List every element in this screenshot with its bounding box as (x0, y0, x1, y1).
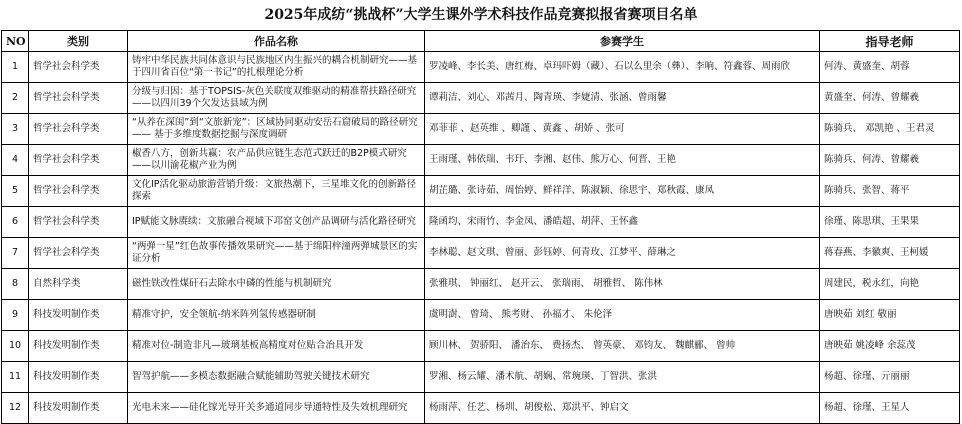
cell-project[interactable]: 磁性铁改性煤矸石去除水中磷的性能与机制研究 (128, 269, 425, 300)
cell-no[interactable]: 10 (2, 331, 29, 362)
cell-no[interactable]: 7 (2, 238, 29, 269)
column-header-category: 类别 (29, 31, 128, 52)
table-row (2, 393, 960, 424)
cell-category[interactable]: 科技发明制作类 (29, 331, 128, 362)
cell-project[interactable]: 精准对位-制造非凡—玻璃基板高精度对位贴合治具开发 (128, 331, 425, 362)
cell-advisors[interactable]: 黄盛奎、何涛、曾耀羲 (820, 83, 960, 114)
cell-students[interactable]: 顾川林、 贺骄阳、 潘治东、 费扬杰、 曾英豪、 邓钧友、 魏麒郦、 曾帅 (425, 331, 820, 362)
cell-category[interactable]: 自然科学类 (29, 269, 128, 300)
cell-project[interactable]: “从养在深闺”到“文旅新宠”：区域协同驱动安岳石窟破局的路径研究 —— 基于多维度数据挖掘与深度调研 (128, 114, 425, 145)
cell-advisors[interactable]: 陈骑兵、 邓凯艳 、王君灵 (820, 114, 960, 145)
column-header-no: NO (2, 31, 29, 52)
cell-category[interactable]: 哲学社会科学类 (29, 238, 128, 269)
cell-students[interactable]: 王雨瑾、韩依瑞、韦玗、李湘、赵伟、熊万心、何晋、王艳 (425, 145, 820, 176)
cell-advisors[interactable]: 唐映茹 姚凌峰 余蕊茂 (820, 331, 960, 362)
page-title: 2025年成纺“挑战杯”大学生课外学术科技作品竞赛拟报省赛项目名单 (264, 7, 698, 23)
cell-category[interactable]: 科技发明制作类 (29, 300, 128, 331)
cell-project[interactable]: 光电未来——硅化镓光导开关多通道同步导通特性及失效机理研究 (128, 393, 425, 424)
column-header-students: 参赛学生 (425, 31, 820, 52)
cell-category[interactable]: 哲学社会科学类 (29, 83, 128, 114)
cell-students[interactable]: 罗湘、杨云耀、潘术航、胡娴、常琬瑛、丁智洪、张洪 (425, 362, 820, 393)
table-row (2, 114, 960, 145)
cell-project[interactable]: 椒香八方，创新共赢：农产品供应链生态范式跃迁的B2P模式研究——以川渝花椒产业为例 (128, 145, 425, 176)
cell-students[interactable]: 谭莉洁、刘心、邓茜月、陶青瑛、李婕清、张涵、曾雨馨 (425, 83, 820, 114)
cell-advisors[interactable]: 陈骑兵、张智、蒋平 (820, 176, 960, 207)
table-row (2, 52, 960, 83)
cell-no[interactable]: 5 (2, 176, 29, 207)
cell-advisors[interactable]: 唐映茹 刘红 敬丽 (820, 300, 960, 331)
cell-project[interactable]: 铸牢中华民族共同体意识与民族地区内生振兴的耦合机制研究——基于四川省百位“第一书记”的扎根理论分析 (128, 52, 425, 83)
column-header-advisors: 指导老师 (820, 31, 960, 52)
cell-category[interactable]: 哲学社会科学类 (29, 145, 128, 176)
table-row (2, 331, 960, 362)
cell-advisors[interactable]: 徐瑾、陈思琪、王果果 (820, 207, 960, 238)
cell-category[interactable]: 哲学社会科学类 (29, 207, 128, 238)
cell-students[interactable]: 胡芷璐、张诗茹、周怡婷、鲜祥洋、陈淑颖、徐思宇、郑秋霞、康凤 (425, 176, 820, 207)
table-row (2, 83, 960, 114)
cell-no[interactable]: 9 (2, 300, 29, 331)
cell-no[interactable]: 8 (2, 269, 29, 300)
cell-project[interactable]: IP赋能文脉赓续：文旅融合视域下邛窑文创产品调研与活化路径研究 (128, 207, 425, 238)
table-row (2, 300, 960, 331)
cell-no[interactable]: 1 (2, 52, 29, 83)
cell-category[interactable]: 科技发明制作类 (29, 362, 128, 393)
cell-project[interactable]: 分级与归因：基于TOPSIS-灰色关联度双维驱动的精准帮扶路径研究——以四川39个欠发达县域为例 (128, 83, 425, 114)
table-row (2, 269, 960, 300)
cell-advisors[interactable]: 杨超、徐瑾、王星人 (820, 393, 960, 424)
cell-category[interactable]: 科技发明制作类 (29, 393, 128, 424)
cell-students[interactable]: 隆函均、宋雨竹、李金凤、潘皓超、胡萍、王怀鑫 (425, 207, 820, 238)
cell-advisors[interactable]: 蒋春燕、李徽爽、王柯媛 (820, 238, 960, 269)
cell-no[interactable]: 4 (2, 145, 29, 176)
cell-no[interactable]: 11 (2, 362, 29, 393)
cell-project[interactable]: 精准守护，安全领航-纳米阵列氢传感器研制 (128, 300, 425, 331)
cell-no[interactable]: 12 (2, 393, 29, 424)
cell-no[interactable]: 6 (2, 207, 29, 238)
cell-no[interactable]: 3 (2, 114, 29, 145)
cell-project[interactable]: “两弹一星”红色故事传播效果研究——基于绵阳梓潼两弹城景区的实证分析 (128, 238, 425, 269)
table-row (2, 362, 960, 393)
cell-no[interactable]: 2 (2, 83, 29, 114)
cell-category[interactable]: 哲学社会科学类 (29, 114, 128, 145)
table-header-row (2, 31, 960, 52)
cell-students[interactable]: 虞明澍、 曾琦、 熊考财、 孙福才、 朱伦泽 (425, 300, 820, 331)
cell-advisors[interactable]: 周建民，税永红，向艳 (820, 269, 960, 300)
cell-project[interactable]: 文化IP活化驱动旅游营销升级：文旅热潮下，三星堆文化的创新路径探索 (128, 176, 425, 207)
cell-students[interactable]: 张雅琪、 钟丽红、 赵开云、 张瑞雨、 胡雅哲、 陈伟林 (425, 269, 820, 300)
cell-students[interactable]: 罗凌峰、李长美、唐红梅、卓玛吓姆（藏）、石以么里余（彝）、李响、符鑫蓉、周雨欣 (425, 52, 820, 83)
cell-students[interactable]: 李林聪、赵文琪、曾丽、彭钰婷、何青玫、江梦平、薛琳之 (425, 238, 820, 269)
table-row (2, 207, 960, 238)
column-header-project: 作品名称 (128, 31, 425, 52)
cell-students[interactable]: 杨雨萍、任艺、杨圳、胡俊松、郑洪平、钟启文 (425, 393, 820, 424)
cell-students[interactable]: 邓菲菲 、赵英维 、卿謹 、黄鑫 、胡娇 、张可 (425, 114, 820, 145)
cell-category[interactable]: 哲学社会科学类 (29, 176, 128, 207)
project-list-table (1, 30, 960, 424)
cell-advisors[interactable]: 陈骑兵、何涛、曾耀羲 (820, 145, 960, 176)
cell-advisors[interactable]: 杨超、徐瑾、亓丽丽 (820, 362, 960, 393)
cell-project[interactable]: 智驾护航——多模态数据融合赋能辅助驾驶关键技术研究 (128, 362, 425, 393)
table-row (2, 238, 960, 269)
cell-advisors[interactable]: 何涛、黄盛奎、胡蓉 (820, 52, 960, 83)
table-row (2, 176, 960, 207)
cell-category[interactable]: 哲学社会科学类 (29, 52, 128, 83)
table-row (2, 145, 960, 176)
